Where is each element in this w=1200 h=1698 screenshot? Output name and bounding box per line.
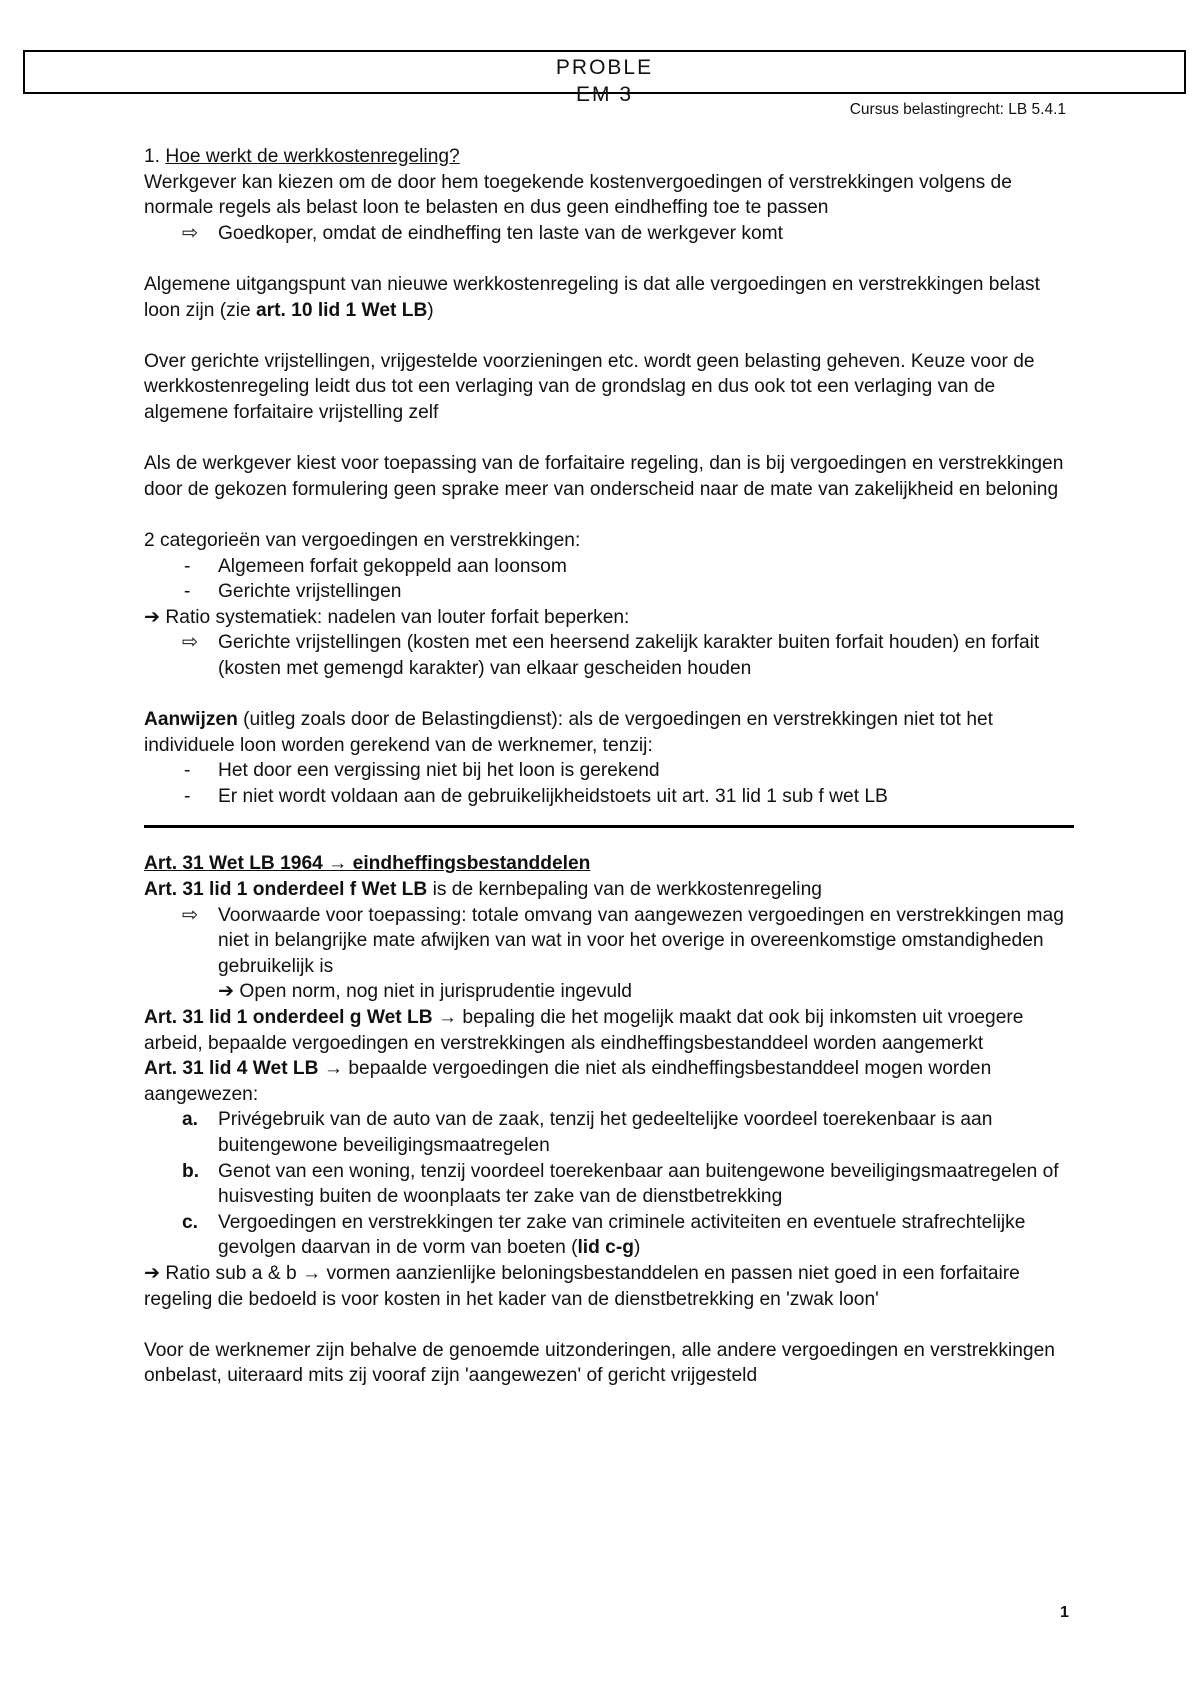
dash-bullet: - bbox=[184, 555, 191, 577]
paragraph: ➔ Ratio systematiek: nadelen van louter forfait beperken: bbox=[144, 606, 630, 628]
arrow-icon: ➔ bbox=[144, 1262, 161, 1284]
paragraph: 2 categorieën van vergoedingen en verstrekkingen: bbox=[144, 529, 581, 551]
paragraph: ➔ Ratio sub a & b → vormen aanzienlijke beloningsbestanddelen en passen niet goed in een forfaitaire regeling die bedoeld is voor kosten in het kader van de dienstbetrekking en 'zwak loon' bbox=[144, 1262, 1020, 1310]
dash-bullet: - bbox=[184, 581, 191, 603]
paragraph: Algemene uitgangspunt van nieuwe werkkostenregeling is dat alle vergoedingen en verstrekkingen belast loon zijn (zie art. 10 lid 1 Wet LB) bbox=[144, 273, 1040, 321]
list-item: ⇨ Voorwaarde voor toepassing: totale omvang van aangewezen vergoedingen en verstrekkingen mag niet in belangrijke mate afwijken van wat in voor het overige in overeenkomstige omstandigheden gebruikelijk is bbox=[182, 904, 1064, 977]
list-label: c. bbox=[182, 1211, 199, 1233]
list-item: - Er niet wordt voldaan aan de gebruikelijkheidstoets uit art. 31 lid 1 sub f wet LB bbox=[144, 784, 1074, 810]
paragraph: Als de werkgever kiest voor toepassing van de forfaitaire regeling, dan is bij vergoedingen en verstrekkingen door de gekozen formulering geen sprake meer van onderscheid naar de mate van zakelijkheid en beloning bbox=[144, 453, 1064, 500]
page-number: 1 bbox=[1060, 1604, 1069, 1621]
list-item: - Algemeen forfait gekoppeld aan loonsom bbox=[144, 554, 1074, 580]
list-item: - Het door een vergissing niet bij het loon is gerekend bbox=[144, 758, 1074, 784]
paragraph: Aanwijzen (uitleg zoals door de Belastingdienst): als de vergoedingen en verstrekkingen niet tot het individuele loon worden gerekend van de werknemer, tenzij: bbox=[144, 709, 993, 756]
list-item: b. Genot van een woning, tenzij voordeel toerekenbaar aan buitengewone beveiligingsmaatregelen of huisvesting buiten de woonplaats ter zake van de dienstbetrekking bbox=[182, 1160, 1059, 1208]
title-box bbox=[23, 50, 1186, 106]
document-body bbox=[144, 144, 1074, 1389]
list-item: ⇨ Gerichte vrijstellingen (kosten met een heersend zakelijk karakter buiten forfait houden) en forfait (kosten met gemengd karakter) van elkaar gescheiden houden bbox=[182, 632, 1040, 679]
dash-bullet: - bbox=[184, 760, 191, 782]
hollow-arrow-icon: ⇨ bbox=[182, 222, 199, 244]
paragraph: Over gerichte vrijstellingen, vrijgestelde voorzieningen etc. wordt geen belasting geheven. Keuze voor de werkkostenregeling leidt dus tot een verlaging van de grondslag en dus ook tot een verlaging van de algemene forfaitaire vrijstelling zelf bbox=[144, 350, 1035, 423]
list-item: a. Privégebruik van de auto van de zaak, tenzij het gedeeltelijke voordeel toerekenbaar is aan buitengewone beveiligingsmaatregelen bbox=[182, 1109, 993, 1156]
section-2-heading: Art. 31 Wet LB 1964 → eindheffingsbestanddelen bbox=[144, 853, 591, 875]
paragraph: Art. 31 lid 1 onderdeel f Wet LB is de kernbepaling van de werkkostenregeling bbox=[144, 879, 822, 901]
dash-bullet: - bbox=[184, 785, 191, 807]
document-title: PROBLE EM 3 bbox=[555, 56, 654, 106]
list-item: - Gerichte vrijstellingen bbox=[144, 579, 1074, 605]
course-reference: Cursus belastingrecht: LB 5.4.1 bbox=[849, 101, 1066, 118]
arrow-icon: ➔ bbox=[218, 981, 235, 1003]
arrow-icon: ➔ bbox=[144, 606, 161, 628]
paragraph: Art. 31 lid 1 onderdeel g Wet LB → bepaling die het mogelijk maakt dat ook bij inkomsten uit vroegere arbeid, bepaalde vergoedingen en verstrekkingen als eindheffingsbestanddeel worden aangemerkt bbox=[144, 1007, 1024, 1054]
section-1-heading: 1. Hoe werkt de werkkostenregeling? bbox=[144, 146, 460, 167]
list-item: ➔ Open norm, nog niet in jurisprudentie ingevuld bbox=[218, 981, 632, 1003]
paragraph: Art. 31 lid 4 Wet LB → bepaalde vergoedingen die niet als eindheffingsbestanddeel mogen worden aangewezen: bbox=[144, 1058, 992, 1105]
list-label: b. bbox=[182, 1160, 200, 1182]
section-divider bbox=[144, 825, 1074, 828]
list-item: ⇨ Goedkoper, omdat de eindheffing ten laste van de werkgever komt bbox=[144, 221, 1074, 247]
list-label: a. bbox=[182, 1109, 199, 1131]
list-item: c. Vergoedingen en verstrekkingen ter zake van criminele activiteiten en eventuele strafrechtelijke gevolgen daarvan in de vorm van boeten (lid c-g) bbox=[182, 1211, 1026, 1259]
paragraph: Werkgever kan kiezen om de door hem toegekende kostenvergoedingen of verstrekkingen volgens de normale regels als belast loon te belasten en dus geen eindheffing toe te passen bbox=[144, 171, 1012, 219]
paragraph: Voor de werknemer zijn behalve de genoemde uitzonderingen, alle andere vergoedingen en verstrekkingen onbelast, uiteraard mits zij vooraf zijn 'aangewezen' of gericht vrijgesteld bbox=[144, 1339, 1055, 1387]
hollow-arrow-icon: ⇨ bbox=[182, 904, 199, 926]
hollow-arrow-icon: ⇨ bbox=[182, 632, 199, 654]
